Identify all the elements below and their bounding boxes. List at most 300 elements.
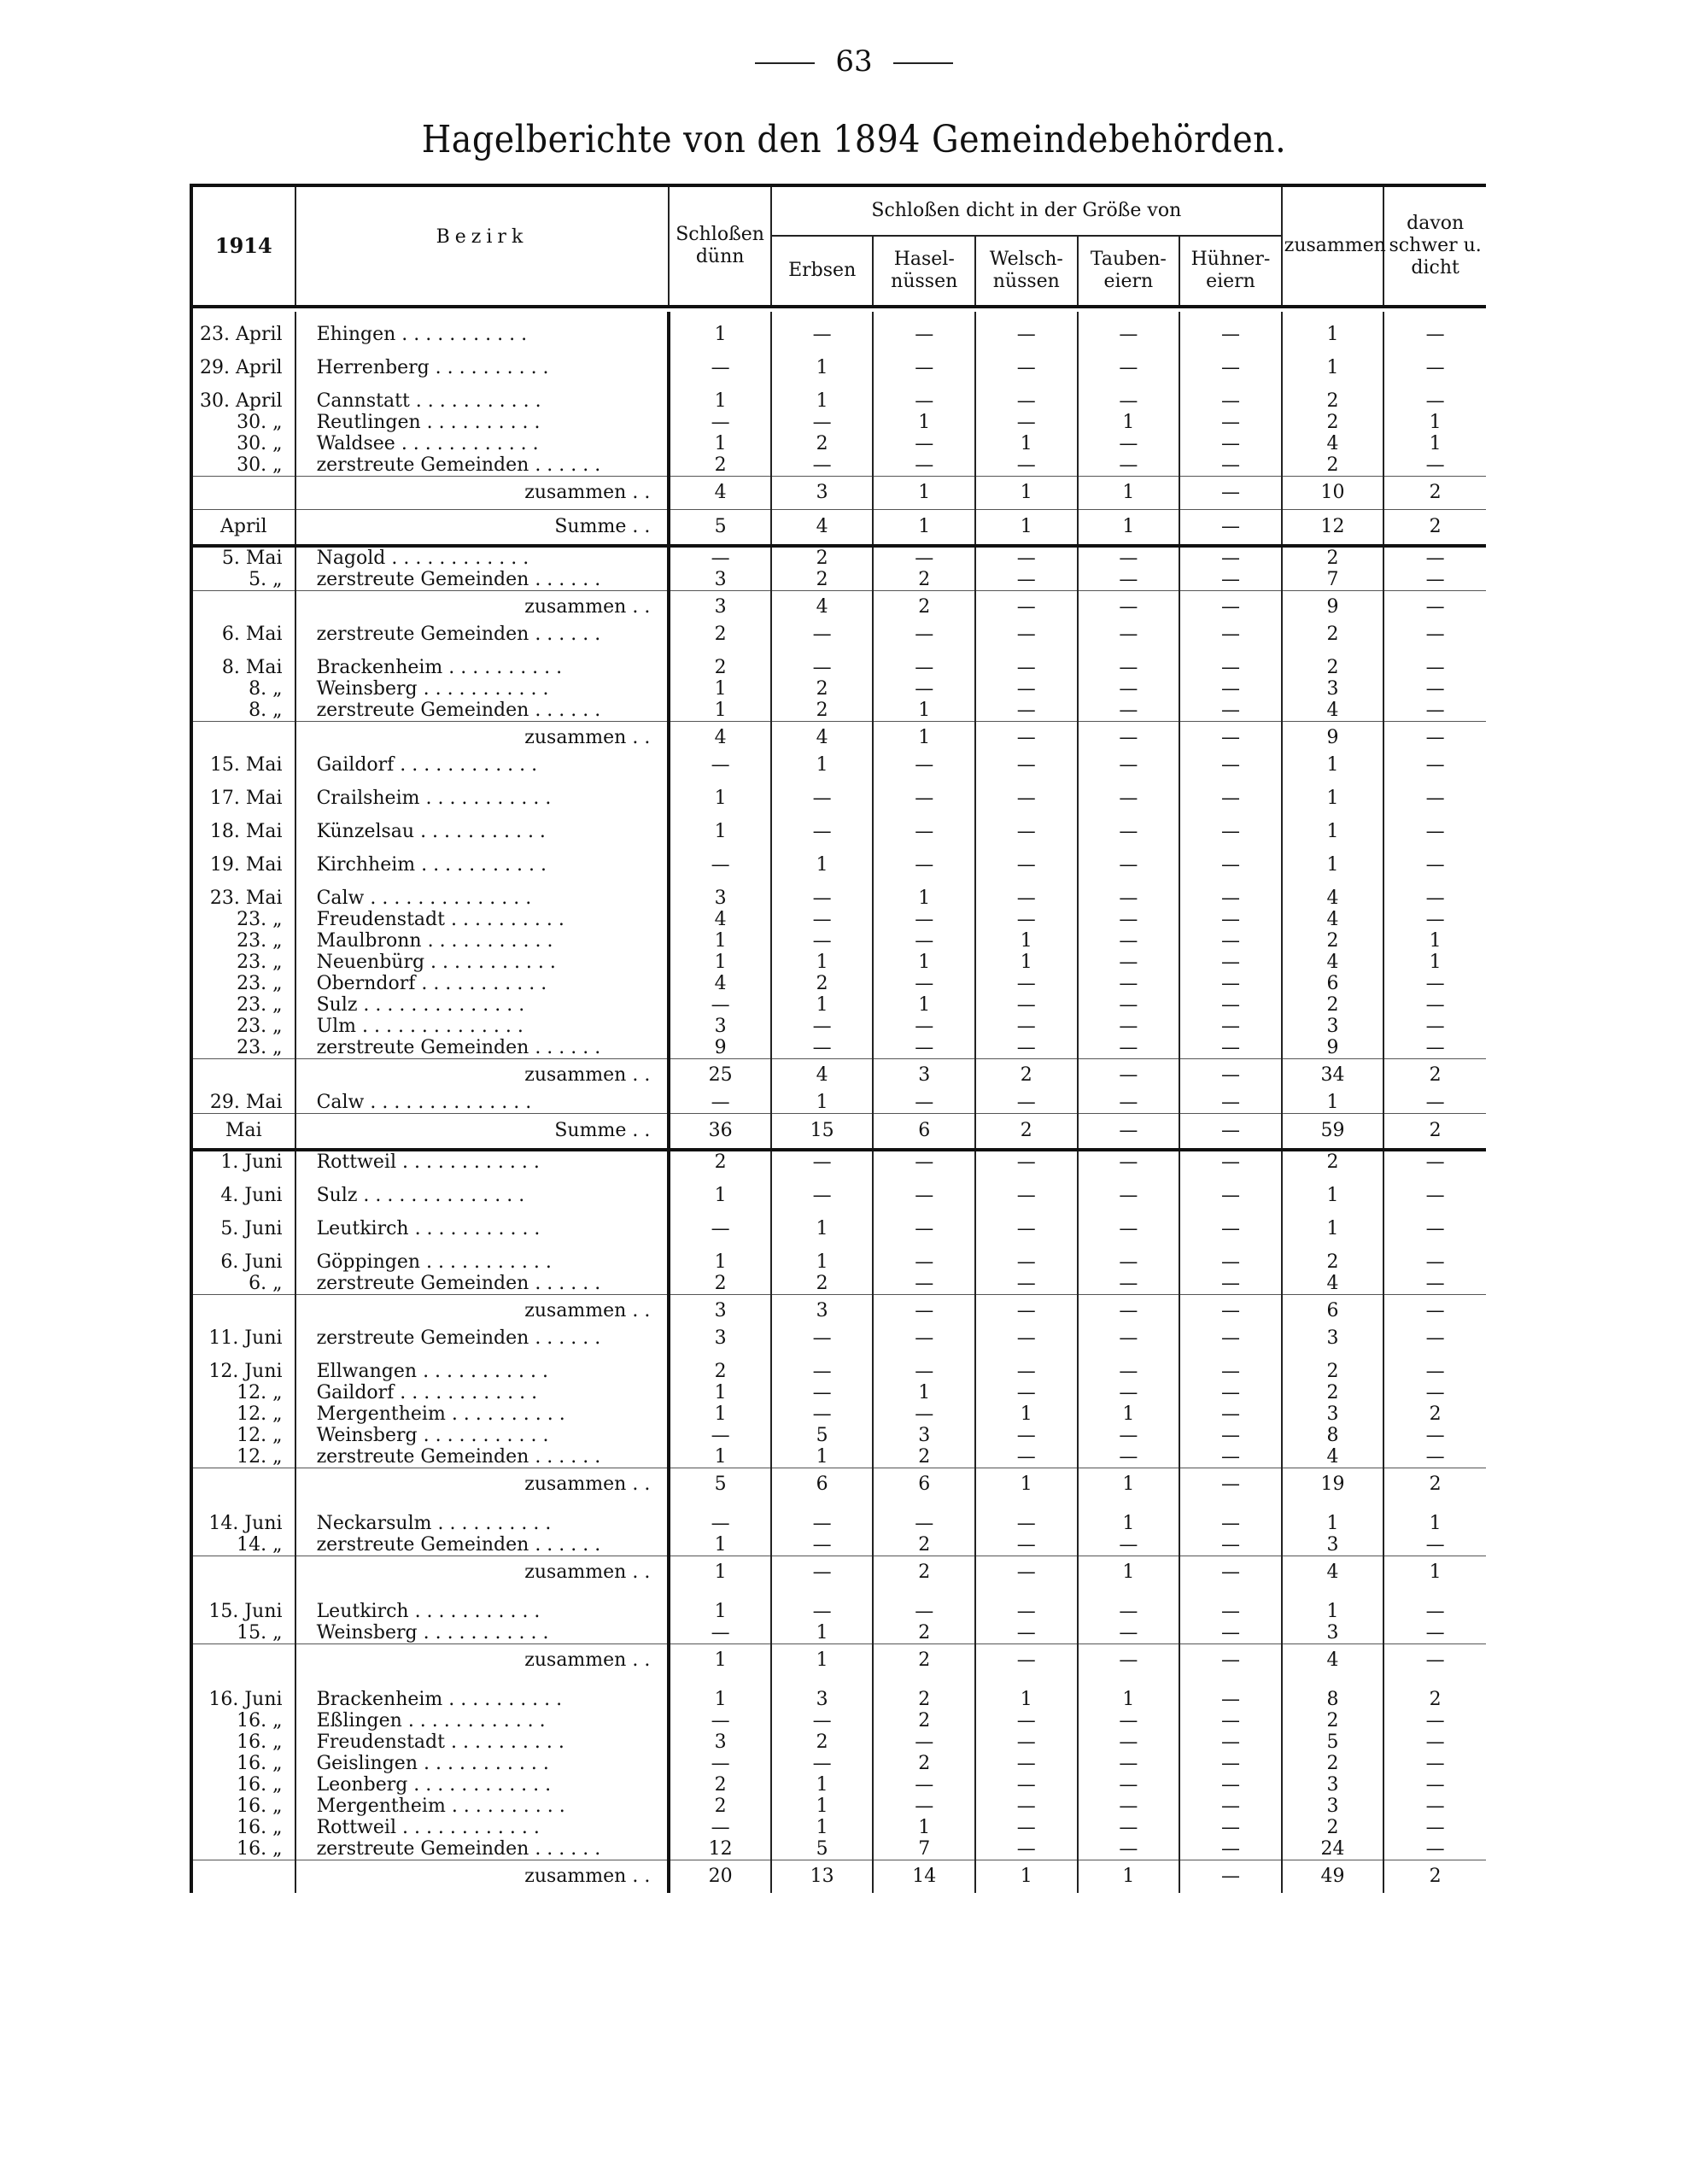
gap-cell — [193, 1173, 295, 1185]
haselnuessen-cell: 2 — [873, 1710, 975, 1731]
duenn-cell: 3 — [669, 1731, 771, 1753]
gap-cell — [1282, 1173, 1384, 1185]
table-row — [193, 1251, 1486, 1273]
bezirk-cell: Rottweil . . . . . . . . . . . . — [295, 1817, 670, 1838]
taubeneiern-cell: — — [1078, 1644, 1180, 1678]
haselnuessen-cell: — — [873, 1218, 975, 1239]
taubeneiern-cell: — — [1078, 854, 1180, 876]
gap-cell — [1078, 1206, 1180, 1218]
duenn-cell: 2 — [669, 1273, 771, 1295]
taubeneiern-cell: — — [1078, 1092, 1180, 1114]
haselnuessen-cell: 3 — [873, 1425, 975, 1446]
zusammen-cell: 1 — [1282, 1218, 1384, 1239]
taubeneiern-cell: 1 — [1078, 1468, 1180, 1502]
taubeneiern-cell: 1 — [1078, 1556, 1180, 1590]
zusammen-cell: 3 — [1282, 678, 1384, 700]
davon-cell: 1 — [1429, 412, 1442, 433]
taubeneiern-cell: — — [1078, 454, 1180, 477]
bezirk-cell: Göppingen . . . . . . . . . . . — [295, 1251, 670, 1273]
taubeneiern-cell: — — [1078, 1838, 1180, 1860]
haselnuessen-cell: 1 — [873, 952, 975, 973]
huehnereiern-cell: — — [1179, 973, 1282, 994]
zusammen-cell: 3 — [1282, 1796, 1384, 1817]
header-taubeneiern: Tauben- eiern — [1078, 236, 1180, 307]
huehnereiern-cell: — — [1179, 1556, 1282, 1590]
date-cell: 16. „ — [193, 1710, 295, 1731]
davon-cell: — — [1425, 657, 1445, 678]
gap-cell — [771, 842, 874, 854]
row-gap — [193, 842, 1486, 854]
gap-cell — [771, 1349, 874, 1361]
gap-cell — [193, 809, 295, 821]
table-row — [193, 324, 1486, 345]
gap-cell — [771, 776, 874, 788]
erbsen-cell: — — [771, 909, 874, 930]
zusammen-cell: 2 — [1282, 1150, 1384, 1173]
davon-cell: 2 — [1383, 1114, 1486, 1151]
huehnereiern-cell: — — [1179, 700, 1282, 722]
haselnuessen-cell: 2 — [873, 1534, 975, 1556]
davon-cell: — — [1425, 1016, 1445, 1037]
zusammen-cell: 49 — [1282, 1860, 1384, 1894]
duenn-cell: 20 — [669, 1860, 771, 1894]
duenn-cell: 4 — [669, 477, 771, 510]
bezirk-cell: zerstreute Gemeinden . . . . . . — [295, 1446, 670, 1468]
erbsen-cell: — — [771, 1403, 874, 1425]
table-row — [193, 433, 1486, 454]
taubeneiern-cell: — — [1078, 1817, 1180, 1838]
taubeneiern-cell: — — [1078, 1185, 1180, 1206]
bezirk-cell: Ulm . . . . . . . . . . . . . . — [295, 1016, 670, 1037]
table-row — [193, 700, 1486, 722]
duenn-cell: 1 — [669, 1251, 771, 1273]
subtotal-row — [193, 1860, 1486, 1894]
haselnuessen-cell: 1 — [873, 994, 975, 1016]
bezirk-cell: Reutlingen . . . . . . . . . . — [295, 412, 670, 433]
zusammen-cell: 1 — [1282, 788, 1384, 809]
davon-cell: 2 — [1383, 1468, 1486, 1502]
taubeneiern-cell: — — [1078, 930, 1180, 952]
taubeneiern-cell: 1 — [1078, 1689, 1180, 1710]
welschnuessen-cell: — — [975, 324, 1078, 345]
haselnuessen-cell: — — [873, 1037, 975, 1059]
duenn-cell: 1 — [669, 700, 771, 722]
huehnereiern-cell: — — [1179, 1468, 1282, 1502]
huehnereiern-cell: — — [1179, 1295, 1282, 1328]
gap-cell — [873, 1349, 975, 1361]
davon-cell: — — [1425, 1185, 1445, 1206]
welschnuessen-cell: — — [975, 591, 1078, 624]
table-row — [193, 973, 1486, 994]
date-cell: 16. „ — [193, 1774, 295, 1796]
davon-cell: 1 — [1429, 930, 1442, 952]
haselnuessen-cell: 7 — [873, 1838, 975, 1860]
welschnuessen-cell: — — [975, 1037, 1078, 1059]
gap-cell — [295, 312, 670, 324]
gap-cell — [873, 1239, 975, 1251]
davon-cell: — — [1425, 390, 1445, 412]
zusammen-cell: 12 — [1282, 510, 1384, 547]
bezirk-cell: zerstreute Gemeinden . . . . . . — [295, 1273, 670, 1295]
bezirk-cell: zerstreute Gemeinden . . . . . . — [295, 454, 670, 477]
haselnuessen-cell: — — [873, 754, 975, 776]
gap-cell — [771, 1589, 874, 1601]
gap-cell — [669, 876, 771, 888]
gap-cell — [873, 1173, 975, 1185]
subtotal-row — [193, 722, 1486, 755]
gap-cell — [873, 876, 975, 888]
date-cell: 4. Juni — [193, 1185, 295, 1206]
huehnereiern-cell: — — [1179, 1016, 1282, 1037]
haselnuessen-cell: 1 — [873, 412, 975, 433]
table-row — [193, 678, 1486, 700]
gap-cell — [1383, 1206, 1486, 1218]
date-cell: 23. „ — [193, 909, 295, 930]
taubeneiern-cell: — — [1078, 1251, 1180, 1273]
gap-cell — [771, 1239, 874, 1251]
erbsen-cell: — — [771, 412, 874, 433]
zusammen-cell: 4 — [1282, 1556, 1384, 1590]
gap-cell — [669, 1501, 771, 1513]
taubeneiern-cell: — — [1078, 973, 1180, 994]
gap-cell — [873, 809, 975, 821]
duenn-cell: 5 — [669, 510, 771, 547]
gap-cell — [295, 378, 670, 390]
taubeneiern-cell: — — [1078, 1534, 1180, 1556]
zusammen-cell: 3 — [1282, 1327, 1384, 1349]
gap-cell — [669, 809, 771, 821]
gap-cell — [295, 1501, 670, 1513]
zusammen-cell: 3 — [1282, 1774, 1384, 1796]
row-gap — [193, 345, 1486, 357]
gap-cell — [1383, 345, 1486, 357]
taubeneiern-cell: — — [1078, 1425, 1180, 1446]
table-row — [193, 754, 1486, 776]
bezirk-cell: Ellwangen . . . . . . . . . . . — [295, 1361, 670, 1382]
duenn-cell: 2 — [669, 657, 771, 678]
bezirk-cell: zerstreute Gemeinden . . . . . . — [295, 700, 670, 722]
davon-cell: — — [1425, 1622, 1445, 1643]
davon-cell: — — [1425, 1361, 1445, 1382]
welschnuessen-cell: 1 — [975, 433, 1078, 454]
duenn-cell: 1 — [669, 1382, 771, 1403]
welschnuessen-cell: 2 — [975, 1114, 1078, 1151]
zusammen-cell: 3 — [1282, 1016, 1384, 1037]
gap-cell — [295, 1173, 670, 1185]
haselnuessen-cell: — — [873, 1513, 975, 1534]
duenn-cell: — — [669, 1710, 771, 1731]
taubeneiern-cell: — — [1078, 1327, 1180, 1349]
table-row — [193, 854, 1486, 876]
bezirk-cell: Weinsberg . . . . . . . . . . . — [295, 1622, 670, 1644]
table-row — [193, 569, 1486, 591]
haselnuessen-cell: 1 — [873, 477, 975, 510]
duenn-cell: 1 — [669, 1534, 771, 1556]
huehnereiern-cell: — — [1179, 994, 1282, 1016]
zusammen-cell: 4 — [1282, 1446, 1384, 1468]
welschnuessen-cell: — — [975, 1446, 1078, 1468]
gap-cell — [873, 776, 975, 788]
huehnereiern-cell: — — [1179, 952, 1282, 973]
gap-cell — [295, 1349, 670, 1361]
taubeneiern-cell: 1 — [1078, 1860, 1180, 1894]
bezirk-cell: Herrenberg . . . . . . . . . . — [295, 357, 670, 378]
date-cell: 18. Mai — [193, 821, 295, 842]
gap-cell — [669, 776, 771, 788]
header-group-dicht: Schloßen dicht in der Größe von — [771, 187, 1282, 236]
zusammen-cell: 9 — [1282, 591, 1384, 624]
taubeneiern-cell: 1 — [1078, 412, 1180, 433]
date-cell: 15. Mai — [193, 754, 295, 776]
haselnuessen-cell: — — [873, 324, 975, 345]
bezirk-cell: Neuenbürg . . . . . . . . . . . — [295, 952, 670, 973]
welschnuessen-cell: — — [975, 1753, 1078, 1774]
huehnereiern-cell: — — [1179, 930, 1282, 952]
page-number-dash-right — [893, 62, 953, 64]
erbsen-cell: 1 — [771, 994, 874, 1016]
welschnuessen-cell: — — [975, 909, 1078, 930]
zusammen-cell: 34 — [1282, 1059, 1384, 1093]
taubeneiern-cell: — — [1078, 591, 1180, 624]
gap-cell — [1078, 1173, 1180, 1185]
row-gap — [193, 1173, 1486, 1185]
duenn-cell: 1 — [669, 788, 771, 809]
zusammen-cell: 7 — [1282, 569, 1384, 591]
date-cell: 16. „ — [193, 1753, 295, 1774]
bezirk-cell: Neckarsulm . . . . . . . . . . — [295, 1513, 670, 1534]
haselnuessen-cell: 2 — [873, 1753, 975, 1774]
gap-cell — [1179, 1173, 1282, 1185]
erbsen-cell: 13 — [771, 1860, 874, 1894]
gap-cell — [873, 1677, 975, 1689]
zusammen-cell: 2 — [1282, 390, 1384, 412]
erbsen-cell: — — [771, 1753, 874, 1774]
duenn-cell: 1 — [669, 1644, 771, 1678]
gap-cell — [295, 345, 670, 357]
welschnuessen-cell: — — [975, 569, 1078, 591]
gap-cell — [295, 1677, 670, 1689]
haselnuessen-cell: — — [873, 1251, 975, 1273]
date-cell: 1. Juni — [193, 1150, 295, 1173]
haselnuessen-cell: — — [873, 1774, 975, 1796]
zusammen-cell: 1 — [1282, 821, 1384, 842]
welschnuessen-cell: — — [975, 1185, 1078, 1206]
davon-cell: — — [1425, 1731, 1445, 1753]
bezirk-cell: Brackenheim . . . . . . . . . . — [295, 1689, 670, 1710]
gap-cell — [669, 842, 771, 854]
zusammen-cell: 1 — [1282, 754, 1384, 776]
davon-cell: — — [1425, 1327, 1445, 1349]
subtotal-row — [193, 1059, 1486, 1093]
welschnuessen-cell: — — [975, 1774, 1078, 1796]
erbsen-cell: 1 — [771, 1817, 874, 1838]
bezirk-cell: Brackenheim . . . . . . . . . . — [295, 657, 670, 678]
welschnuessen-cell: — — [975, 1838, 1078, 1860]
duenn-cell: 9 — [669, 1037, 771, 1059]
zusammen-cell: 3 — [1282, 1403, 1384, 1425]
taubeneiern-cell: — — [1078, 1361, 1180, 1382]
erbsen-cell: — — [771, 1534, 874, 1556]
table-row — [193, 909, 1486, 930]
erbsen-cell: 2 — [771, 569, 874, 591]
zusammen-cell: 2 — [1282, 1817, 1384, 1838]
bezirk-cell: Calw . . . . . . . . . . . . . . — [295, 1092, 670, 1114]
erbsen-cell: 1 — [771, 1796, 874, 1817]
date-cell: 16. „ — [193, 1817, 295, 1838]
date-cell — [193, 1295, 295, 1328]
welschnuessen-cell: — — [975, 1731, 1078, 1753]
bezirk-cell: Mergentheim . . . . . . . . . . — [295, 1403, 670, 1425]
gap-cell — [1179, 1677, 1282, 1689]
erbsen-cell: 1 — [771, 1622, 874, 1644]
gap-cell — [669, 1206, 771, 1218]
davon-cell: 2 — [1429, 1403, 1442, 1425]
welschnuessen-cell: — — [975, 821, 1078, 842]
davon-cell: — — [1425, 1092, 1445, 1113]
gap-cell — [1282, 1677, 1384, 1689]
gap-cell — [1078, 378, 1180, 390]
date-cell: 6. Mai — [193, 624, 295, 645]
duenn-cell: 1 — [669, 1556, 771, 1590]
month-total-row — [193, 1114, 1486, 1151]
zusammen-cell: 1 — [1282, 1513, 1384, 1534]
haselnuessen-cell: — — [873, 1150, 975, 1173]
gap-cell — [1383, 378, 1486, 390]
header-erbsen: Erbsen — [771, 236, 874, 307]
erbsen-cell: 4 — [771, 591, 874, 624]
taubeneiern-cell: — — [1078, 678, 1180, 700]
huehnereiern-cell: — — [1179, 678, 1282, 700]
duenn-cell: 1 — [669, 1403, 771, 1425]
haselnuessen-cell: — — [873, 1185, 975, 1206]
header-davon: davon schwer u. dicht — [1389, 213, 1482, 278]
duenn-cell: 2 — [669, 1150, 771, 1173]
gap-cell — [193, 1239, 295, 1251]
davon-cell: — — [1425, 973, 1445, 994]
gap-cell — [1179, 842, 1282, 854]
erbsen-cell: — — [771, 821, 874, 842]
bezirk-cell: Ehingen . . . . . . . . . . . — [295, 324, 670, 345]
zusammen-cell: 2 — [1282, 1382, 1384, 1403]
gap-cell — [669, 1173, 771, 1185]
taubeneiern-cell: — — [1078, 324, 1180, 345]
gap-cell — [975, 776, 1078, 788]
haselnuessen-cell: — — [873, 1092, 975, 1114]
taubeneiern-cell: — — [1078, 952, 1180, 973]
davon-cell: — — [1425, 624, 1445, 645]
date-cell — [193, 1059, 295, 1093]
erbsen-cell: 4 — [771, 1059, 874, 1093]
welschnuessen-cell: — — [975, 357, 1078, 378]
davon-cell: — — [1383, 591, 1486, 624]
zusammen-cell: 8 — [1282, 1425, 1384, 1446]
taubeneiern-cell: — — [1078, 1796, 1180, 1817]
date-cell: 15. Juni — [193, 1601, 295, 1622]
erbsen-cell: — — [771, 657, 874, 678]
gap-cell — [1282, 842, 1384, 854]
welschnuessen-cell: — — [975, 1534, 1078, 1556]
welschnuessen-cell: — — [975, 788, 1078, 809]
gap-cell — [873, 378, 975, 390]
table-body — [193, 307, 1486, 1893]
haselnuessen-cell: — — [873, 657, 975, 678]
row-gap — [193, 1677, 1486, 1689]
date-cell: 30. „ — [193, 433, 295, 454]
erbsen-cell: — — [771, 930, 874, 952]
taubeneiern-cell: — — [1078, 1273, 1180, 1295]
date-cell: 16. „ — [193, 1796, 295, 1817]
gap-cell — [771, 876, 874, 888]
date-cell: 23. „ — [193, 994, 295, 1016]
taubeneiern-cell: — — [1078, 909, 1180, 930]
bezirk-cell: Kirchheim . . . . . . . . . . . — [295, 854, 670, 876]
taubeneiern-cell: — — [1078, 700, 1180, 722]
duenn-cell: — — [669, 546, 771, 569]
row-gap — [193, 876, 1486, 888]
row-gap — [193, 1589, 1486, 1601]
taubeneiern-cell: — — [1078, 624, 1180, 645]
gap-cell — [193, 876, 295, 888]
date-cell: 12. „ — [193, 1403, 295, 1425]
erbsen-cell: — — [771, 888, 874, 909]
davon-cell: — — [1425, 324, 1445, 345]
duenn-cell: 3 — [669, 1016, 771, 1037]
taubeneiern-cell: — — [1078, 1114, 1180, 1151]
huehnereiern-cell: — — [1179, 1774, 1282, 1796]
bezirk-cell: zusammen . . — [295, 1468, 670, 1502]
date-cell: 14. „ — [193, 1534, 295, 1556]
davon-cell: — — [1425, 1796, 1445, 1817]
duenn-cell: 4 — [669, 973, 771, 994]
table-row — [193, 788, 1486, 809]
erbsen-cell: 4 — [771, 510, 874, 547]
davon-cell: — — [1425, 1251, 1445, 1273]
gap-cell — [771, 345, 874, 357]
erbsen-cell: 5 — [771, 1838, 874, 1860]
row-gap — [193, 809, 1486, 821]
davon-cell: 1 — [1429, 433, 1442, 454]
bezirk-cell: Weinsberg . . . . . . . . . . . — [295, 678, 670, 700]
date-cell: 14. Juni — [193, 1513, 295, 1534]
erbsen-cell: — — [771, 1185, 874, 1206]
welschnuessen-cell: 1 — [975, 1689, 1078, 1710]
taubeneiern-cell: — — [1078, 788, 1180, 809]
huehnereiern-cell: — — [1179, 1114, 1282, 1151]
welschnuessen-cell: — — [975, 1382, 1078, 1403]
zusammen-cell: 24 — [1282, 1838, 1384, 1860]
gap-cell — [1383, 1173, 1486, 1185]
haselnuessen-cell: — — [873, 390, 975, 412]
davon-cell: — — [1425, 1534, 1445, 1556]
erbsen-cell: 2 — [771, 1273, 874, 1295]
welschnuessen-cell: 1 — [975, 1403, 1078, 1425]
gap-cell — [1282, 776, 1384, 788]
davon-cell: — — [1425, 1446, 1445, 1468]
welschnuessen-cell: 1 — [975, 952, 1078, 973]
zusammen-cell: 6 — [1282, 1295, 1384, 1328]
welschnuessen-cell: — — [975, 1295, 1078, 1328]
haselnuessen-cell: — — [873, 433, 975, 454]
huehnereiern-cell: — — [1179, 1860, 1282, 1894]
bezirk-cell: Rottweil . . . . . . . . . . . . — [295, 1150, 670, 1173]
duenn-cell: 25 — [669, 1059, 771, 1093]
date-cell: April — [193, 510, 295, 547]
huehnereiern-cell: — — [1179, 1601, 1282, 1622]
bezirk-cell: Geislingen . . . . . . . . . . . — [295, 1753, 670, 1774]
duenn-cell: 36 — [669, 1114, 771, 1151]
huehnereiern-cell: — — [1179, 1838, 1282, 1860]
gap-cell — [295, 645, 670, 657]
